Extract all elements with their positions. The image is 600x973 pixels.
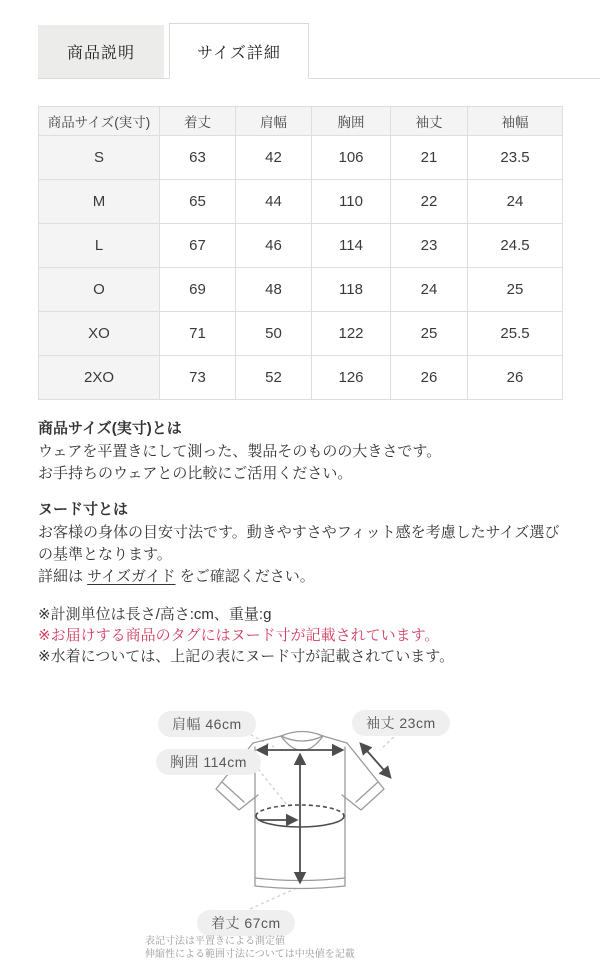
value-cell: 23.5 [468, 136, 563, 180]
value-cell: 25 [391, 312, 468, 356]
value-cell: 110 [312, 180, 391, 224]
value-cell: 23 [391, 224, 468, 268]
value-cell: 25.5 [468, 312, 563, 356]
value-cell: 24 [391, 268, 468, 312]
tab-size-detail[interactable]: サイズ詳細 [169, 23, 309, 79]
col-header-sleeve-width: 袖幅 [468, 107, 563, 136]
shoulder-width-label: 肩幅 46cm [158, 711, 256, 737]
table-row-xo [39, 312, 563, 356]
table-row-2xo [39, 356, 563, 400]
col-header-length: 着丈 [160, 107, 236, 136]
size-cell: 2XO [39, 356, 160, 400]
leader-lines [240, 729, 398, 909]
value-cell: 21 [391, 136, 468, 180]
table-row-s [39, 136, 563, 180]
size-cell: S [39, 136, 160, 180]
size-guide-link[interactable]: サイズガイド [87, 568, 176, 585]
value-cell: 44 [236, 180, 312, 224]
value-cell: 22 [391, 180, 468, 224]
value-cell: 106 [312, 136, 391, 180]
value-cell: 122 [312, 312, 391, 356]
value-cell: 26 [468, 356, 563, 400]
value-cell: 126 [312, 356, 391, 400]
size-table [38, 106, 563, 400]
chest-girth-label: 胸囲 114cm [156, 749, 261, 775]
diagram-footnote-line2: 伸縮性による範囲寸法については中央値を記載 [145, 949, 355, 960]
value-cell: 50 [236, 312, 312, 356]
size-table-header-row [39, 107, 563, 136]
value-cell: 48 [236, 268, 312, 312]
size-cell: XO [39, 312, 160, 356]
nude-size-section [38, 499, 565, 588]
value-cell: 24 [468, 180, 563, 224]
col-header-chest: 胸囲 [312, 107, 391, 136]
table-row-l [39, 224, 563, 268]
value-cell: 24.5 [468, 224, 563, 268]
measurement-diagram [0, 703, 600, 973]
value-cell: 52 [236, 356, 312, 400]
value-cell: 67 [160, 224, 236, 268]
value-cell: 25 [468, 268, 563, 312]
col-header-sleeve-length: 袖丈 [391, 107, 468, 136]
product-size-heading: 商品サイズ(実寸)とは [38, 420, 182, 437]
col-header-shoulder: 肩幅 [236, 107, 312, 136]
tab-product-description[interactable]: 商品説明 [38, 25, 164, 78]
value-cell: 42 [236, 136, 312, 180]
value-cell: 118 [312, 268, 391, 312]
value-cell: 26 [391, 356, 468, 400]
note-measure-unit: ※計測単位は長さ/高さ:cm、重量:g [38, 606, 272, 623]
product-size-line2: お手持ちのウェアとの比較にご活用ください。 [38, 465, 353, 482]
sleeve-length-label: 袖丈 23cm [352, 710, 450, 736]
measurement-arrows [258, 744, 390, 882]
value-cell: 65 [160, 180, 236, 224]
value-cell: 46 [236, 224, 312, 268]
tshirt-diagram-illustration [0, 703, 600, 973]
size-cell: L [39, 224, 160, 268]
product-size-line1: ウェアを平置きにして測った、製品そのものの大きさです。 [38, 443, 442, 460]
value-cell: 71 [160, 312, 236, 356]
size-guide-suffix: をご確認ください。 [175, 568, 315, 585]
diagram-footnote-line1: 表記寸法は平置きによる測定値 [145, 936, 285, 947]
size-cell: O [39, 268, 160, 312]
col-header-size: 商品サイズ(実寸) [39, 107, 160, 136]
table-row-m [39, 180, 563, 224]
table-row-o [39, 268, 563, 312]
sleeve-length-arrow [361, 744, 390, 777]
value-cell: 114 [312, 224, 391, 268]
notes-section [38, 604, 565, 667]
note-swimwear: ※水着については、上記の表にヌード寸が記載されています。 [38, 648, 455, 665]
value-cell: 69 [160, 268, 236, 312]
diagram-footnote [145, 935, 355, 961]
body-length-label: 着丈 67cm [197, 910, 295, 936]
note-nude-size-tag: ※お届けする商品のタグにはヌード寸が記載されています。 [38, 627, 440, 644]
nude-size-body: お客様の身体の目安寸法です。動きやすさやフィット感を考慮したサイズ選びの基準となります。 [38, 524, 560, 563]
size-cell: M [39, 180, 160, 224]
size-guide-prefix: 詳細は [38, 568, 88, 585]
tab-bar [38, 23, 600, 79]
value-cell: 73 [160, 356, 236, 400]
size-guide-line [38, 566, 565, 588]
nude-size-heading: ヌード寸とは [38, 501, 129, 518]
explanation-area [38, 418, 565, 667]
product-size-section [38, 418, 565, 485]
value-cell: 63 [160, 136, 236, 180]
